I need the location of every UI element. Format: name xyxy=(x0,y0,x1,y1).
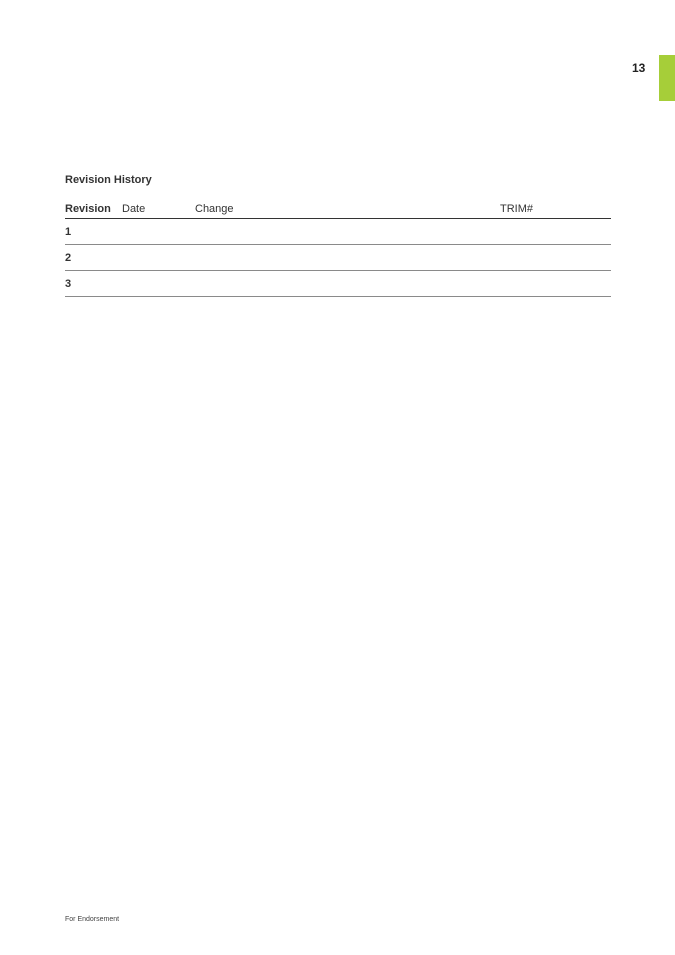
revision-number: 2 xyxy=(65,252,72,264)
column-header-change: Change xyxy=(195,203,234,215)
revision-history-table xyxy=(65,200,611,297)
column-header-date: Date xyxy=(122,203,146,215)
table-header-row xyxy=(65,200,611,219)
revision-number: 1 xyxy=(65,226,72,238)
table-row xyxy=(65,271,611,297)
column-header-trim: TRIM# xyxy=(500,203,533,215)
table-row xyxy=(65,219,611,245)
footer-text: For Endorsement xyxy=(65,916,120,923)
page-accent-tab xyxy=(659,55,675,101)
section-title: Revision History xyxy=(65,174,152,186)
table-row xyxy=(65,245,611,271)
column-header-revision: Revision xyxy=(65,203,111,215)
revision-number: 3 xyxy=(65,278,72,290)
page-number: 13 xyxy=(632,61,646,75)
